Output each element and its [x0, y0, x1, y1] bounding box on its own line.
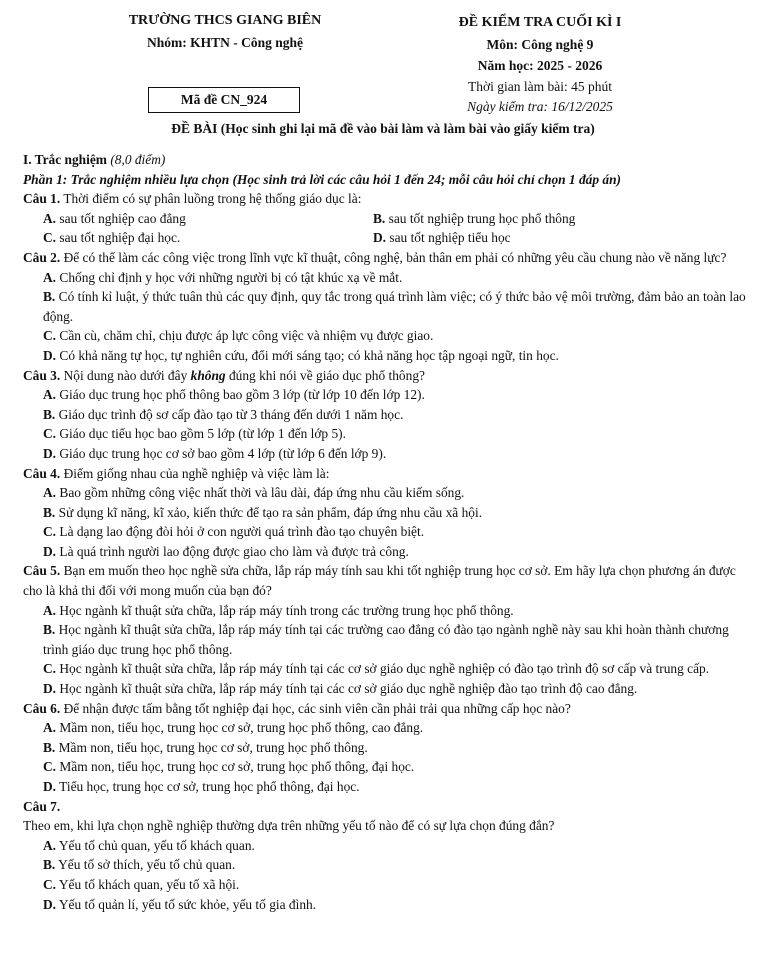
- question: [23, 699, 749, 719]
- school-year: Năm học: 2025 - 2026: [477, 58, 603, 73]
- option-key: D.: [373, 230, 387, 246]
- option-text: Tiểu học, trung học cơ sở, trung học phổ thông, đại học.: [59, 779, 360, 794]
- option: [23, 718, 749, 738]
- option-text: Học ngành kĩ thuật sửa chữa, lắp ráp máy tính tại các cơ sở giáo dục nghề nghiệp đào tạo trình độ cao đẳng.: [59, 681, 638, 697]
- option-key: C.: [43, 524, 57, 540]
- option-key: D.: [43, 445, 57, 461]
- question: [23, 189, 749, 209]
- exam-date: Ngày kiểm tra: 16/12/2025: [467, 99, 613, 114]
- option-key: C.: [43, 661, 57, 677]
- section-heading: I. Trắc nghiệm: [23, 152, 107, 167]
- option: [23, 385, 749, 405]
- option: [23, 777, 749, 797]
- option-key: C.: [43, 426, 57, 442]
- option-text: Học ngành kĩ thuật sửa chữa, lắp ráp máy tính trong các trường trung học phổ thông.: [59, 602, 514, 618]
- option: [23, 738, 749, 758]
- option-text: Cần cù, chăm chỉ, chịu được áp lực công việc và nhiệm vụ được giao.: [59, 328, 434, 344]
- option-key: B.: [43, 504, 56, 520]
- option: [23, 346, 749, 366]
- option: [23, 875, 749, 895]
- option-key: B.: [43, 289, 56, 305]
- option: [23, 444, 749, 464]
- subject: Môn: Công nghệ 9: [486, 37, 594, 52]
- option: [23, 620, 749, 659]
- option-text: Giáo dục trình độ sơ cấp đào tạo từ 3 tháng đến dưới 1 năm học.: [58, 406, 404, 422]
- header-right: [420, 12, 660, 117]
- duration: Thời gian làm bài: 45 phút: [468, 79, 612, 94]
- instruction: ĐỀ BÀI (Học sinh ghi lại mã đề vào bài làm và làm bài vào giấy kiểm tra): [171, 121, 595, 136]
- option: [23, 757, 749, 777]
- exam-title: ĐỀ KIỂM TRA CUỐI KÌ I: [458, 15, 622, 30]
- option-key: D.: [43, 543, 57, 559]
- option-key: A.: [43, 210, 57, 226]
- question-label: Câu 3.: [23, 367, 61, 383]
- option-text: Là quá trình người lao động được giao cho làm và được trả công.: [59, 543, 409, 559]
- option-key: B.: [373, 210, 386, 226]
- option-key: C.: [43, 328, 57, 344]
- header-left: [100, 10, 350, 54]
- option-text: sau tốt nghiệp đại học.: [59, 230, 181, 246]
- exam-body: [23, 150, 749, 914]
- option-text: Chống chỉ định y học với những người bị có tật khúc xạ về mắt.: [59, 269, 403, 285]
- question: [23, 797, 749, 817]
- question-text: Để nhận được tấm bằng tốt nghiệp đại học, các sinh viên cần phải trải qua những cấp học nào?: [63, 700, 571, 716]
- option-text: Giáo dục trung học cơ sở bao gồm 4 lớp (từ lớp 6 đến lớp 9).: [59, 445, 387, 461]
- group-name: Nhóm: KHTN - Công nghệ: [146, 35, 303, 50]
- question-text: đúng khi nói về giáo dục phổ thông?: [228, 367, 425, 383]
- question-text: Để có thể làm các công việc trong lĩnh vực kĩ thuật, công nghệ, bản thân em phải có những yêu cầu chung nào về năng lực?: [63, 249, 727, 265]
- option-text: Có khả năng tự học, tự nghiên cứu, đổi mới sáng tạo; có khả năng học tập ngoại ngữ, tin học.: [59, 347, 559, 363]
- question: [23, 561, 749, 600]
- option-text: Giáo dục trung học phổ thông bao gồm 3 lớp (từ lớp 10 đến lớp 12).: [59, 387, 425, 403]
- question-text: Nội dung nào dưới đây: [63, 367, 188, 383]
- question: [23, 366, 749, 386]
- option: [43, 209, 373, 229]
- question-text: Thời điểm có sự phân luồng trong hệ thống giáo dục là:: [63, 191, 362, 207]
- option-key: D.: [43, 896, 57, 912]
- option-text: Yếu tố sở thích, yếu tố chủ quan.: [58, 857, 236, 873]
- option: [373, 209, 575, 229]
- question-label: Câu 7.: [23, 798, 61, 814]
- section-points: (8,0 điểm): [110, 152, 166, 167]
- question-text: Điểm giống nhau của nghề nghiệp và việc làm là:: [63, 465, 330, 481]
- option: [43, 228, 373, 248]
- option: [23, 268, 749, 288]
- school-name: TRƯỜNG THCS GIANG BIÊN: [128, 13, 322, 28]
- option-key: A.: [43, 485, 57, 501]
- option-text: Mầm non, tiểu học, trung học cơ sở, trung học phổ thông, cao đẳng.: [59, 720, 424, 736]
- option-text: sau tốt nghiệp cao đẳng: [59, 210, 186, 226]
- option: [23, 522, 749, 542]
- option: [23, 679, 749, 699]
- option-key: A.: [43, 720, 57, 736]
- part-heading: Phần 1: Trắc nghiệm nhiều lựa chọn (Học sinh trả lời các câu hỏi 1 đến 24; mỗi câu hỏi chỉ chọn 1 đáp án): [23, 171, 622, 187]
- option: [23, 326, 749, 346]
- question: [23, 464, 749, 484]
- option-key: B.: [43, 622, 56, 638]
- options-row: [23, 228, 749, 248]
- option-key: D.: [43, 347, 57, 363]
- option-key: B.: [43, 857, 56, 873]
- option-text: Học ngành kĩ thuật sửa chữa, lắp ráp máy tính tại các cơ sở giáo dục nghề nghiệp có đào tạo trình độ sơ cấp và trung cấp.: [59, 661, 710, 677]
- option-text: Yếu tố khách quan, yếu tố xã hội.: [58, 876, 240, 892]
- question-text: Theo em, khi lựa chọn nghề nghiệp thường dựa trên những yếu tố nào để có sự lựa chọn đúng đắn?: [23, 818, 555, 834]
- option: [23, 895, 749, 915]
- option: [23, 836, 749, 856]
- question-label: Câu 1.: [23, 191, 61, 207]
- option-key: A.: [43, 602, 57, 618]
- option-key: A.: [43, 269, 57, 285]
- option-key: A.: [43, 837, 57, 853]
- options-row: [23, 209, 749, 229]
- option: [23, 503, 749, 523]
- option: [23, 601, 749, 621]
- question-label: Câu 5.: [23, 563, 61, 579]
- option-text: Mầm non, tiểu học, trung học cơ sở, trung học phổ thông.: [58, 739, 368, 755]
- option-key: A.: [43, 387, 57, 403]
- option-key: C.: [43, 759, 57, 775]
- option-text: Là dạng lao động đòi hỏi ở con người quá trình đào tạo chuyên biệt.: [59, 524, 425, 540]
- option-text: Học ngành kĩ thuật sửa chữa, lắp ráp máy tính tại các trường cao đẳng có đào tạo ngành nghề này sau khi hoàn thành chương trình giáo dục trung học phổ thông.: [43, 622, 729, 657]
- question-text: Bạn em muốn theo học nghề sửa chữa, lắp ráp máy tính sau khi tốt nghiệp trung học cơ sở. Em hãy lựa chọn phương án được cho là khả thi đối với mong muốn của bạn đó?: [23, 563, 736, 599]
- option: [23, 424, 749, 444]
- option: [23, 855, 749, 875]
- question-label: Câu 2.: [23, 249, 61, 265]
- option-key: B.: [43, 739, 56, 755]
- section-title: [23, 150, 749, 170]
- option: [23, 542, 749, 562]
- option-key: C.: [43, 230, 57, 246]
- option-text: Sử dụng kĩ năng, kĩ xảo, kiến thức để tạo ra sản phẩm, đáp ứng nhu cầu xã hội.: [58, 504, 483, 520]
- option-key: B.: [43, 406, 56, 422]
- option-text: sau tốt nghiệp tiểu học: [389, 230, 511, 246]
- question-emphasis: không: [190, 367, 226, 383]
- option: [23, 483, 749, 503]
- option-text: Mầm non, tiểu học, trung học cơ sở, trung học phổ thông, đại học.: [59, 759, 415, 775]
- option-key: D.: [43, 681, 57, 697]
- option: [23, 287, 749, 326]
- question-label: Câu 4.: [23, 465, 61, 481]
- option: [23, 405, 749, 425]
- option-text: Có tính kỉ luật, ý thức tuân thủ các quy định, quy tắc trong quá trình làm việc; có ý thức bảo vệ môi trường, đảm bảo an toàn lao động.: [43, 289, 746, 324]
- option-text: Giáo dục tiểu học bao gồm 5 lớp (từ lớp 1 đến lớp 5).: [59, 426, 346, 442]
- option: [373, 228, 511, 248]
- option-text: Bao gồm những công việc nhất thời và lâu dài, đáp ứng nhu cầu kiếm sống.: [59, 485, 465, 501]
- option: [23, 659, 749, 679]
- question: [23, 248, 749, 268]
- option-text: Yếu tố quản lí, yếu tố sức khỏe, yếu tố gia đình.: [58, 896, 317, 912]
- exam-code-box: Mã đề CN_924: [148, 87, 300, 113]
- option-text: sau tốt nghiệp trung học phổ thông: [388, 210, 576, 226]
- option-key: D.: [43, 779, 57, 794]
- option-key: C.: [43, 876, 57, 892]
- question-label: Câu 6.: [23, 700, 61, 716]
- option-text: Yếu tố chủ quan, yếu tố khách quan.: [58, 837, 255, 853]
